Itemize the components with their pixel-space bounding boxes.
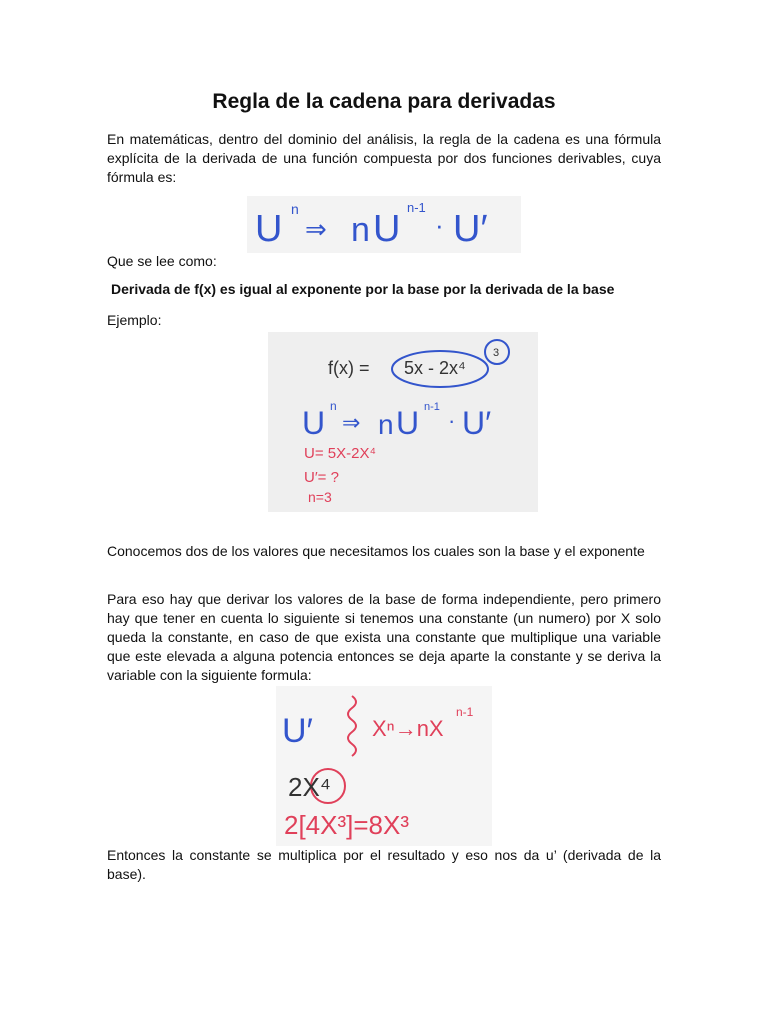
example-formula-base-2: U — [396, 405, 420, 441]
rule-statement: Derivada de f(x) es igual al exponente por la base por la derivada de la base — [111, 281, 615, 297]
formula-coef: n — [351, 211, 370, 249]
procedure-paragraph: Para eso hay que derivar los valores de la base de forma independiente, pero primero hay que tener en cuenta lo siguiente si tenemos una constante (un numero) por X solo queda la constante, en caso de que exista una constante que multiplique una variable que este elevada a alguna potencia entonces se deja aparte la constante y se deriva la variable con la siguiente formula: — [107, 591, 661, 683]
example-formula-prime: U′ — [462, 405, 492, 441]
formula-prime: U′ — [453, 208, 488, 250]
known-values-paragraph: Conocemos dos de los valores que necesitamos los cuales son la base y el exponente — [107, 543, 645, 559]
page-title: Regla de la cadena para derivadas — [212, 90, 556, 113]
conclusion-paragraph: Entonces la constante se multiplica por el resultado y eso nos da u’ (derivada de la base). — [107, 847, 661, 882]
formula-base: U — [255, 208, 283, 250]
example-fx: f(x) = — [328, 358, 370, 378]
example-inner: 5x - 2x⁴ — [404, 358, 466, 378]
example-n-value: n=3 — [308, 489, 332, 505]
power-rule-result: 2[4X³]=8X³ — [284, 810, 410, 840]
formula-image — [247, 196, 521, 253]
example-image — [268, 332, 538, 512]
power-rule-term: 2X⁴ — [288, 772, 331, 802]
example-u-def: U= 5X-2X⁴ — [304, 445, 376, 462]
example-formula-exp-2: n-1 — [424, 401, 440, 413]
power-rule-u-prime: U′ — [282, 712, 313, 750]
example-formula-arrow: ⇒ — [342, 410, 361, 435]
formula-exp-2: n-1 — [407, 200, 426, 215]
example-formula-base: U — [302, 405, 326, 441]
reads-as-label: Que se lee como: — [107, 253, 217, 269]
example-svg — [268, 332, 538, 512]
intro-paragraph: En matemáticas, dentro del dominio del análisis, la regla de la cadena es una fórmula explícita de la derivada de una función compuesta por dos funciones derivables, cuya fórmula es: — [107, 131, 661, 185]
power-rule-formula: Xⁿ→nX — [372, 716, 444, 741]
power-rule-brace — [348, 696, 356, 756]
formula-exp: n — [291, 201, 299, 217]
power-rule-formula-exp: n-1 — [456, 705, 474, 719]
example-formula-dot: · — [448, 408, 456, 433]
formula-arrow: ⇒ — [305, 214, 327, 244]
example-formula-exp: n — [330, 399, 337, 413]
formula-base-2: U — [373, 208, 401, 250]
example-formula-coef: n — [378, 409, 394, 440]
power-rule-image — [276, 686, 492, 846]
power-rule-svg — [276, 686, 492, 846]
example-label: Ejemplo: — [107, 312, 162, 328]
formula-svg — [247, 196, 521, 253]
formula-dot: · — [435, 210, 444, 240]
example-power: 3 — [493, 347, 500, 359]
example-u-prime: U′= ? — [304, 469, 339, 486]
